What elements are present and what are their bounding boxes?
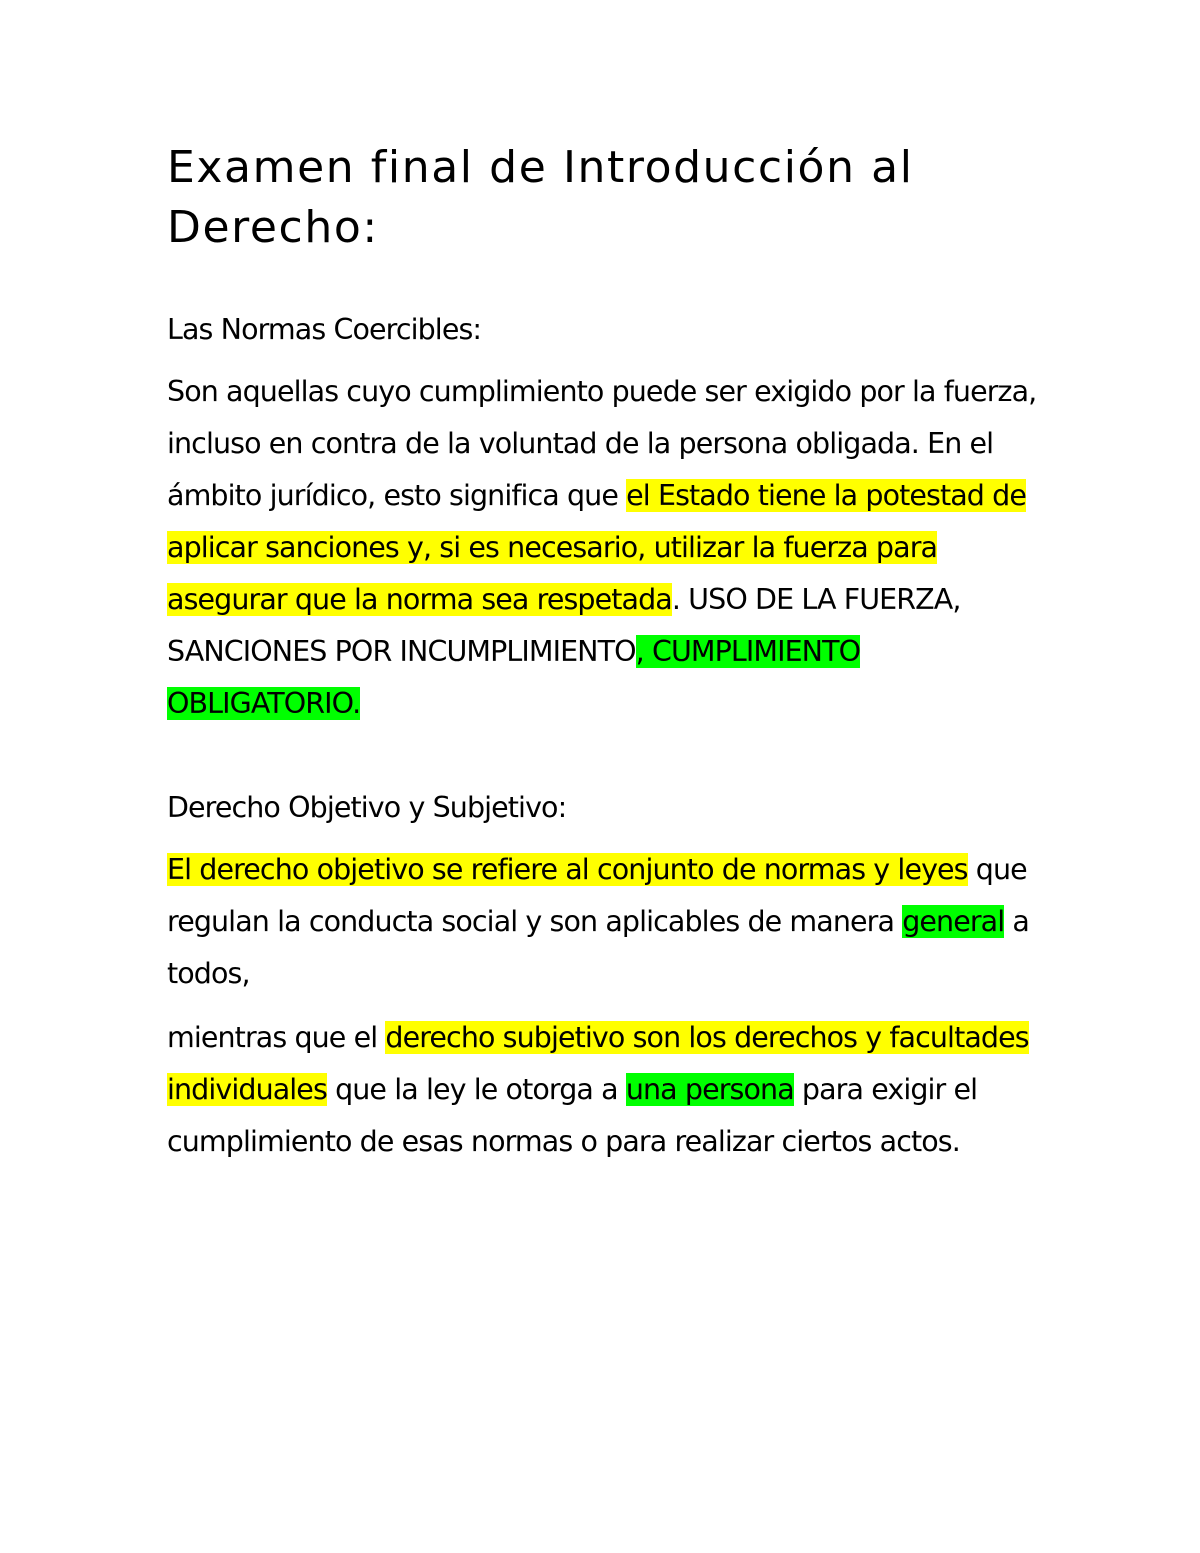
derecho-objetivo-paragraph [167,844,1047,1000]
text-segment: El derecho objetivo se refiere al conjunto de normas y leyes [167,853,968,886]
green-highlight: general [902,905,1005,938]
text-segment: mientras que el [167,1021,386,1054]
document-title [167,138,1047,258]
section-heading-derecho-objetivo-subjetivo: Derecho Objetivo y Subjetivo: [167,791,567,824]
yellow-highlight: derecho subjetivo son los derechos y facultades individuales [167,1021,1029,1106]
derecho-subjetivo-paragraph [167,1012,1047,1168]
title-line-2: Derecho: [167,202,379,253]
text-segment: . USO DE LA FUERZA, SANCIONES POR INCUMPLIMIENTO [167,583,961,668]
text-segment: a todos, [167,905,1029,990]
green-highlight: una persona [625,1073,794,1106]
normas-coercibles-paragraph [167,366,1047,730]
title-line-1: Examen final de Introducción al [167,142,914,193]
yellow-highlight [167,853,968,886]
yellow-highlight: el Estado tiene la potestad de aplicar sanciones y, si es necesario, utilizar la fuerza para asegurar que la norma sea respetada [167,479,1026,616]
text-segment: Son aquellas cuyo cumplimiento puede ser exigido por la fuerza, incluso en contra de la voluntad de la persona obligada. En el ámbito jurídico, esto significa que [167,375,1037,512]
document-content [167,138,1047,1168]
section-heading-normas-coercibles: Las Normas Coercibles: [167,313,482,346]
text-segment: para exigir el cumplimiento de esas normas o para realizar ciertos actos. [167,1073,978,1158]
text-segment: que la ley le otorga a [326,1073,626,1106]
green-highlight: , CUMPLIMIENTO OBLIGATORIO. [167,635,861,720]
text-segment: que regulan la conducta social y son aplicables de manera [167,853,1027,938]
